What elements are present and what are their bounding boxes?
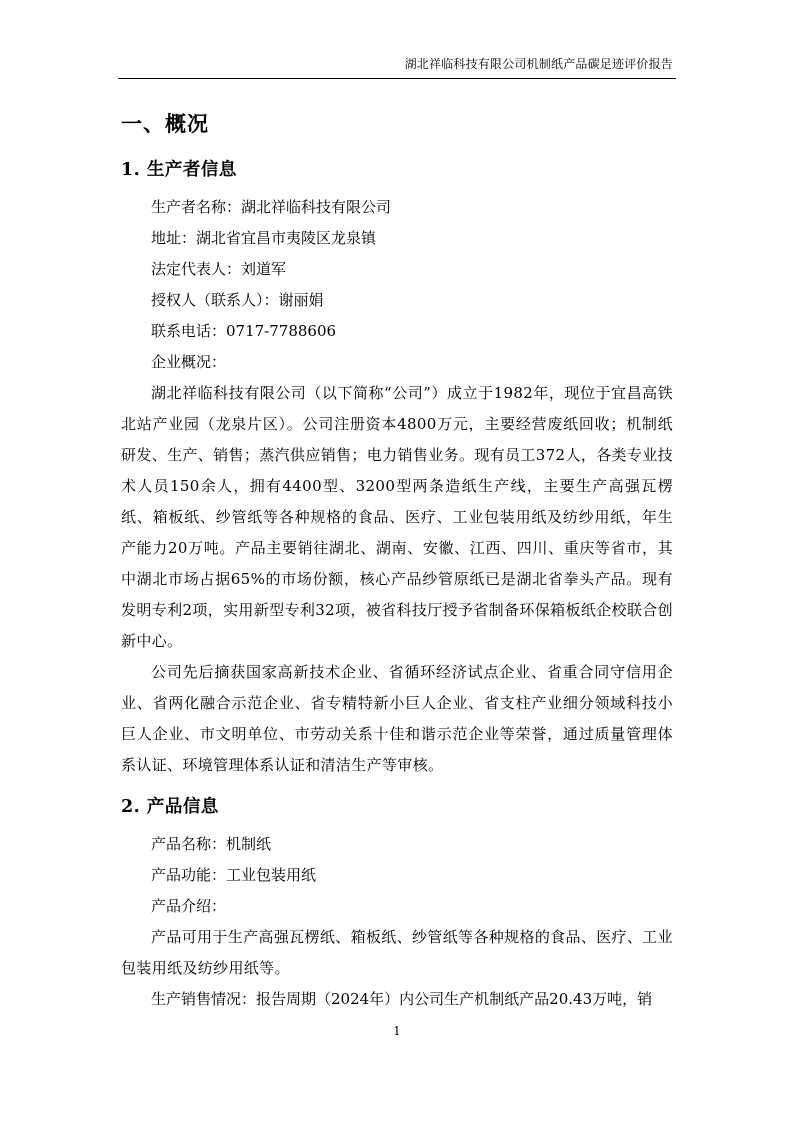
sales-paragraph: 生产销售情况：报告周期（2024年）内公司生产机制纸产品20.43万吨，销	[151, 990, 653, 1008]
overview-paragraph: 湖北祥临科技有限公司（以下简称“公司”）成立于1982年，现位于宜昌高铁北站产业园（龙泉片区）。公司注册资本4800万元，主要经营废纸回收；机制纸研发、生产、销售；蒸汽供应销售；电力销售业务。现有员工372人，各类专业技术人员150余人，拥有4400型、3200型两条造纸生产线，主要生产高强瓦楞纸、箱板纸、纱管纸等各种规格的食品、医疗、工业包装用纸及纺纱用纸，年生产能力20万吨。产品主要销往湖北、湖南、安徽、江西、四川、重庆等省市，其中湖北市场占据65%的市场份额，核心产品纱管原纸已是湖北省拳头产品。现有发明专利2项，实用新型专利32项，被省科技厅授予省制备环保箱板纸企校联合创新中心。	[121, 384, 673, 650]
contact-person: 授权人（联系人）：谢丽娟	[151, 291, 324, 309]
producer-address: 地址：湖北省宜昌市夷陵区龙泉镇	[151, 229, 377, 247]
page-body	[121, 104, 673, 1015]
section-title: 一、概况	[121, 111, 209, 136]
product-info-heading: 2. 产品信息	[121, 797, 219, 817]
header-divider	[118, 78, 676, 79]
legal-representative: 法定代表人：刘道军	[151, 260, 287, 278]
producer-name: 生产者名称：湖北祥临科技有限公司	[151, 198, 392, 216]
product-name: 产品名称：机制纸	[151, 835, 272, 853]
producer-info-heading: 1. 生产者信息	[121, 160, 237, 180]
product-intro-label: 产品介绍：	[151, 897, 227, 915]
product-function: 产品功能：工业包装用纸	[151, 866, 317, 884]
product-intro-paragraph: 产品可用于生产高强瓦楞纸、箱板纸、纱管纸等各种规格的食品、医疗、工业包装用纸及纺纱用纸等。	[121, 928, 673, 977]
page-number: 1	[393, 1024, 401, 1038]
running-header: 湖北祥临科技有限公司机制纸产品碳足迹评价报告	[404, 57, 673, 71]
honors-paragraph: 公司先后摘获国家高新技术企业、省循环经济试点企业、省重合同守信用企业、省两化融合示范企业、省专精特新小巨人企业、省支柱产业细分领域科技小巨人企业、市文明单位、市劳动关系十佳和谐示范企业等荣誉，通过质量管理体系认证、环境管理体系认证和清洁生产等审核。	[121, 663, 673, 774]
contact-phone: 联系电话：0717-7788606	[151, 322, 337, 340]
overview-label: 企业概况：	[151, 353, 227, 371]
